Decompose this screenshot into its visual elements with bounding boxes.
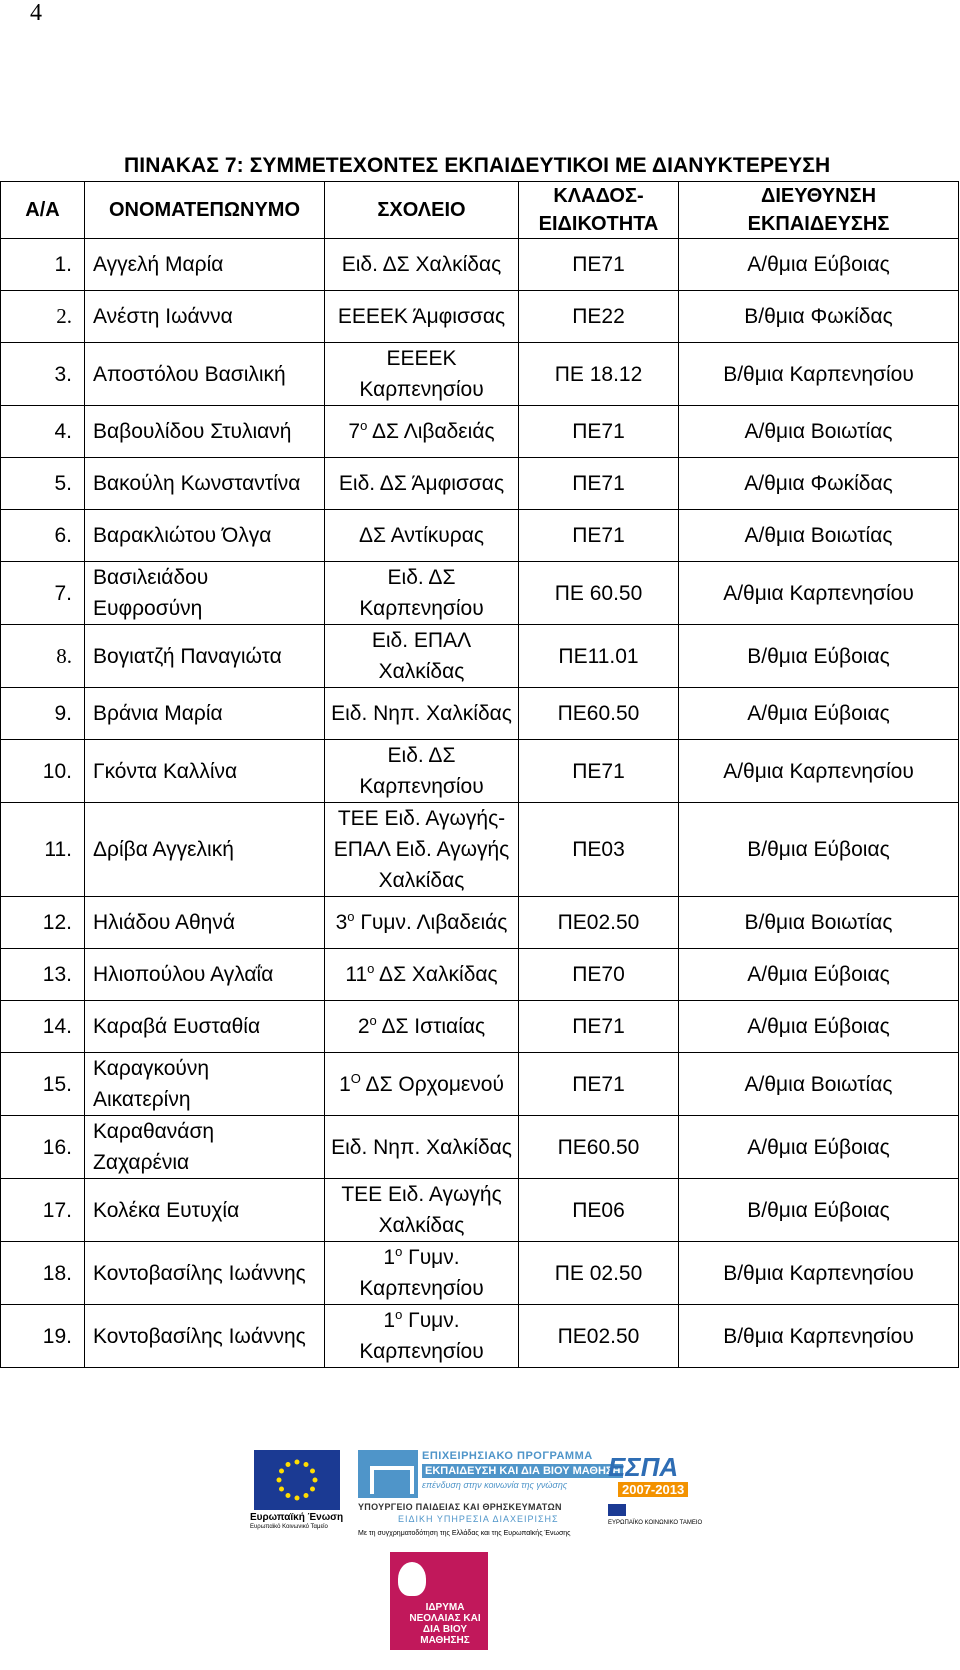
school-line: Καρπενησίου: [359, 378, 484, 401]
row-number: 12.: [1, 897, 85, 949]
table-row: [1, 897, 959, 949]
table-header-row: [1, 182, 959, 239]
directorate: Β/θμια Εύβοιας: [679, 803, 959, 897]
youth-foundation-text: ΙΔΡΥΜΑ ΝΕΟΛΑΙΑΣ ΚΑΙ ΔΙΑ ΒΙΟΥ ΜΑΘΗΣΗΣ: [409, 1602, 481, 1646]
table-row: [1, 740, 959, 803]
specialty: ΠΕ71: [519, 458, 679, 510]
table-row: [1, 1116, 959, 1179]
row-number: 6.: [1, 510, 85, 562]
school-ordinal: 7: [348, 420, 361, 443]
head-profile-icon: [398, 1562, 426, 1596]
school-ordinal: 2: [357, 1015, 370, 1038]
school-line: ΕΠΑΛ Ειδ. Αγωγής: [333, 838, 510, 861]
directorate: Α/θμια Καρπενησίου: [679, 562, 959, 625]
teacher-name: Αγγελή Μαρία: [85, 239, 325, 291]
row-number: 1.: [1, 239, 85, 291]
table-row: [1, 343, 959, 406]
directorate: Α/θμια Εύβοιας: [679, 239, 959, 291]
row-number: 14.: [1, 1001, 85, 1053]
school-ordinal: 1: [383, 1309, 396, 1332]
name-line: Καραθανάση: [93, 1120, 215, 1143]
specialty: ΠΕ06: [519, 1179, 679, 1242]
school-line: Καρπενησίου: [359, 1277, 484, 1300]
teacher-name: Κολέκα Ευτυχία: [85, 1179, 325, 1242]
directorate: Α/θμια Βοιωτίας: [679, 510, 959, 562]
row-number: 11.: [1, 803, 85, 897]
directorate: Α/θμια Βοιωτίας: [679, 1053, 959, 1116]
table-row: [1, 803, 959, 897]
school: Ειδ. Νηπ. Χαλκίδας: [325, 1116, 519, 1179]
header-spec-line2: ΕΙΔΙΚΟΤΗΤΑ: [538, 213, 659, 235]
header-dir-line1: ΔΙΕΥΘΥΝΣΗ: [760, 185, 877, 207]
row-number: 18.: [1, 1242, 85, 1305]
school-line: ΕΕΕΕΚ: [386, 347, 457, 370]
eu-logo: [250, 1450, 342, 1534]
school: [325, 803, 519, 897]
row-number: 7.: [1, 562, 85, 625]
table-row: [1, 1242, 959, 1305]
school: [325, 562, 519, 625]
espa-logo: [608, 1452, 708, 1532]
teacher-name: Βακούλη Κωνσταντίνα: [85, 458, 325, 510]
ordinal-suffix: ο: [360, 418, 368, 433]
name-line: Καραγκούνη: [93, 1057, 210, 1080]
directorate: Β/θμια Φωκίδας: [679, 291, 959, 343]
specialty: ΠΕ03: [519, 803, 679, 897]
school-line: ΤΕΕ Ειδ. Αγωγής: [341, 1183, 502, 1206]
directorate: Β/θμια Βοιωτίας: [679, 897, 959, 949]
specialty: ΠΕ71: [519, 1053, 679, 1116]
name-line: Ζαχαρένια: [93, 1151, 190, 1174]
table-row: [1, 239, 959, 291]
teacher-name: Βογιατζή Παναγιώτα: [85, 625, 325, 688]
row-number: 15.: [1, 1053, 85, 1116]
eu-label: Ευρωπαϊκή Ένωση: [250, 1512, 344, 1523]
directorate: Α/θμια Εύβοιας: [679, 688, 959, 740]
teacher-name: Καραβά Ευσταθία: [85, 1001, 325, 1053]
directorate: Α/θμια Εύβοιας: [679, 1001, 959, 1053]
directorate: Α/θμια Εύβοιας: [679, 949, 959, 1001]
school: [325, 406, 519, 458]
teacher-name: [85, 1053, 325, 1116]
table-title: ΠΙΝΑΚΑΣ 7: ΣΥΜΜΕΤΕΧΟΝΤΕΣ ΕΚΠΑΙΔΕΥΤΙΚΟΙ ΜΕ ΔΙΑΝΥΚΤΕΡΕΥΣΗ: [124, 154, 831, 177]
school: ΔΣ Αντίκυρας: [325, 510, 519, 562]
row-number: 17.: [1, 1179, 85, 1242]
directorate: Β/θμια Καρπενησίου: [679, 1242, 959, 1305]
row-number: 9.: [1, 688, 85, 740]
teacher-name: Βαβουλίδου Στυλιανή: [85, 406, 325, 458]
teacher-name: Δρίβα Αγγελική: [85, 803, 325, 897]
specialty: ΠΕ70: [519, 949, 679, 1001]
ep-slogan: επένδυση στην κοινωνία της γνώσης: [422, 1480, 568, 1490]
row-number: 8.: [1, 625, 85, 688]
school-text: ΔΣ Χαλκίδας: [374, 963, 498, 986]
school: Ειδ. ΔΣ Χαλκίδας: [325, 239, 519, 291]
school-line: Ειδ. ΔΣ: [387, 744, 456, 767]
school-line: Καρπενησίου: [359, 1340, 484, 1363]
ordinal-suffix: Ο: [350, 1070, 361, 1086]
table-row: [1, 1305, 959, 1368]
table-row: [1, 458, 959, 510]
header-dir-line2: ΕΚΠΑΙΔΕΥΣΗΣ: [747, 213, 890, 235]
ep-emblem-icon: [358, 1450, 418, 1498]
school: [325, 1001, 519, 1053]
teacher-name: Βράνια Μαρία: [85, 688, 325, 740]
school-ordinal: 3: [335, 911, 348, 934]
specialty: ΠΕ71: [519, 1001, 679, 1053]
name-line: Βασιλειάδου: [93, 566, 209, 589]
school-text: ΔΣ Ιστιαίας: [376, 1015, 486, 1038]
teacher-name: Βαρακλιώτου Όλγα: [85, 510, 325, 562]
specialty: ΠΕ 02.50: [519, 1242, 679, 1305]
header-spec: [519, 182, 679, 239]
ordinal-suffix: ο: [395, 1307, 403, 1322]
espa-sublabel: ΕΥΡΩΠΑΪΚΟ ΚΟΙΝΩΝΙΚΟ ΤΑΜΕΙΟ: [608, 1520, 703, 1526]
specialty: ΠΕ71: [519, 406, 679, 458]
school-text: Γυμν.: [402, 1309, 460, 1332]
directorate: Β/θμια Εύβοιας: [679, 625, 959, 688]
header-name: ΟΝΟΜΑΤΕΠΩΝΥΜΟ: [85, 182, 325, 239]
school: [325, 740, 519, 803]
ordinal-suffix: ο: [395, 1244, 403, 1259]
table-row: [1, 1179, 959, 1242]
school-ordinal: 1: [339, 1072, 351, 1096]
ordinal-suffix: ο: [369, 1013, 377, 1028]
table-row: [1, 291, 959, 343]
school-line: Χαλκίδας: [378, 869, 465, 892]
name-line: Ευφροσύνη: [93, 597, 203, 620]
specialty: ΠΕ60.50: [519, 688, 679, 740]
school-ordinal: 1: [383, 1246, 396, 1269]
participants-table: [0, 181, 959, 1368]
directorate: Α/θμια Φωκίδας: [679, 458, 959, 510]
school-text: ΔΣ Λιβαδειάς: [367, 420, 495, 443]
table-row: [1, 1053, 959, 1116]
specialty: ΠΕ71: [519, 510, 679, 562]
school: [325, 1053, 519, 1116]
directorate: Β/θμια Καρπενησίου: [679, 1305, 959, 1368]
school-text: Γυμν.: [402, 1246, 460, 1269]
ep-cofunding: Με τη συγχρηματοδότηση της Ελλάδας και της Ευρωπαϊκής Ένωσης: [358, 1530, 571, 1537]
funding-logos: [250, 1450, 710, 1650]
row-number: 16.: [1, 1116, 85, 1179]
youth-foundation-logo: [390, 1552, 488, 1650]
header-directorate: [679, 182, 959, 239]
teacher-name: Ηλιάδου Αθηνά: [85, 897, 325, 949]
specialty: ΠΕ 18.12: [519, 343, 679, 406]
teacher-name: [85, 562, 325, 625]
eu-stars-icon: [254, 1450, 340, 1510]
name-line: Αικατερίνη: [93, 1088, 191, 1111]
table-row: [1, 625, 959, 688]
teacher-name: Αποστόλου Βασιλική: [85, 343, 325, 406]
table-row: [1, 510, 959, 562]
teacher-name: Γκόντα Καλλίνα: [85, 740, 325, 803]
row-number: 19.: [1, 1305, 85, 1368]
school-text: ΔΣ Ορχομενού: [360, 1072, 504, 1096]
table-row: [1, 562, 959, 625]
specialty: ΠΕ11.01: [519, 625, 679, 688]
specialty: ΠΕ 60.50: [519, 562, 679, 625]
header-school: ΣΧΟΛΕΙΟ: [325, 182, 519, 239]
page-number: 4: [30, 0, 42, 26]
teacher-name: Ηλιοπούλου Αγλαΐα: [85, 949, 325, 1001]
eu-flag-icon: [254, 1450, 340, 1510]
table-row: [1, 406, 959, 458]
espa-eu-flag-icon: [608, 1504, 626, 1516]
teacher-name: [85, 1116, 325, 1179]
school: [325, 1305, 519, 1368]
header-spec-line1: ΚΛΑΔΟΣ-: [553, 185, 644, 207]
specialty: ΠΕ71: [519, 239, 679, 291]
directorate: Β/θμια Καρπενησίου: [679, 343, 959, 406]
specialty: ΠΕ71: [519, 740, 679, 803]
school: [325, 897, 519, 949]
table-row: [1, 688, 959, 740]
ep-service: ΕΙΔΙΚΗ ΥΠΗΡΕΣΙΑ ΔΙΑΧΕΙΡΙΣΗΣ: [398, 1514, 559, 1524]
row-number: 13.: [1, 949, 85, 1001]
ep-subtitle: ΕΚΠΑΙΔΕΥΣΗ ΚΑΙ ΔΙΑ ΒΙΟΥ ΜΑΘΗΣΗ: [422, 1464, 623, 1478]
school-text: Γυμν. Λιβαδειάς: [354, 911, 508, 934]
specialty: ΠΕ22: [519, 291, 679, 343]
directorate: Β/θμια Εύβοιας: [679, 1179, 959, 1242]
school: Ειδ. ΔΣ Άμφισσας: [325, 458, 519, 510]
eu-sublabel: Ευρωπαϊκό Κοινωνικό Ταμείο: [250, 1524, 328, 1530]
school-line: Ειδ. ΔΣ: [387, 566, 456, 589]
teacher-name: Ανέστη Ιωάννα: [85, 291, 325, 343]
row-number: 5.: [1, 458, 85, 510]
school: Ειδ. ΕΠΑΛ Χαλκίδας: [325, 625, 519, 688]
school: [325, 1179, 519, 1242]
table-row: [1, 1001, 959, 1053]
school-ordinal: 11: [345, 963, 368, 986]
ep-title: ΕΠΙΧΕΙΡΗΣΙΑΚΟ ΠΡΟΓΡΑΜΜΑ: [422, 1450, 593, 1462]
ordinal-suffix: ο: [347, 909, 355, 924]
school-line: Καρπενησίου: [359, 597, 484, 620]
school: [325, 949, 519, 1001]
operational-programme-logo: [358, 1450, 621, 1540]
row-number: 2.: [1, 291, 85, 343]
directorate: Α/θμια Καρπενησίου: [679, 740, 959, 803]
row-number: 4.: [1, 406, 85, 458]
row-number: 10.: [1, 740, 85, 803]
directorate: Α/θμια Εύβοιας: [679, 1116, 959, 1179]
specialty: ΠΕ02.50: [519, 897, 679, 949]
school: Ειδ. Νηπ. Χαλκίδας: [325, 688, 519, 740]
espa-word: ΕΣΠΑ: [608, 1452, 679, 1482]
specialty: ΠΕ02.50: [519, 1305, 679, 1368]
ep-ministry: ΥΠΟΥΡΓΕΙΟ ΠΑΙΔΕΙΑΣ ΚΑΙ ΘΡΗΣΚΕΥΜΑΤΩΝ: [358, 1502, 562, 1512]
school-line: ΤΕΕ Ειδ. Αγωγής-: [337, 807, 506, 830]
row-number: 3.: [1, 343, 85, 406]
school: ΕΕΕΕΚ Άμφισσας: [325, 291, 519, 343]
table-row: [1, 949, 959, 1001]
specialty: ΠΕ60.50: [519, 1116, 679, 1179]
school: [325, 343, 519, 406]
ordinal-suffix: ο: [367, 961, 375, 976]
school-line: Καρπενησίου: [359, 775, 484, 798]
directorate: Α/θμια Βοιωτίας: [679, 406, 959, 458]
school-line: Χαλκίδας: [378, 1214, 465, 1237]
teacher-name: Κοντοβασίλης Ιωάννης: [85, 1242, 325, 1305]
school: [325, 1242, 519, 1305]
teacher-name: Κοντοβασίλης Ιωάννης: [85, 1305, 325, 1368]
header-aa: Α/Α: [1, 182, 85, 239]
espa-years: 2007-2013: [618, 1482, 688, 1497]
